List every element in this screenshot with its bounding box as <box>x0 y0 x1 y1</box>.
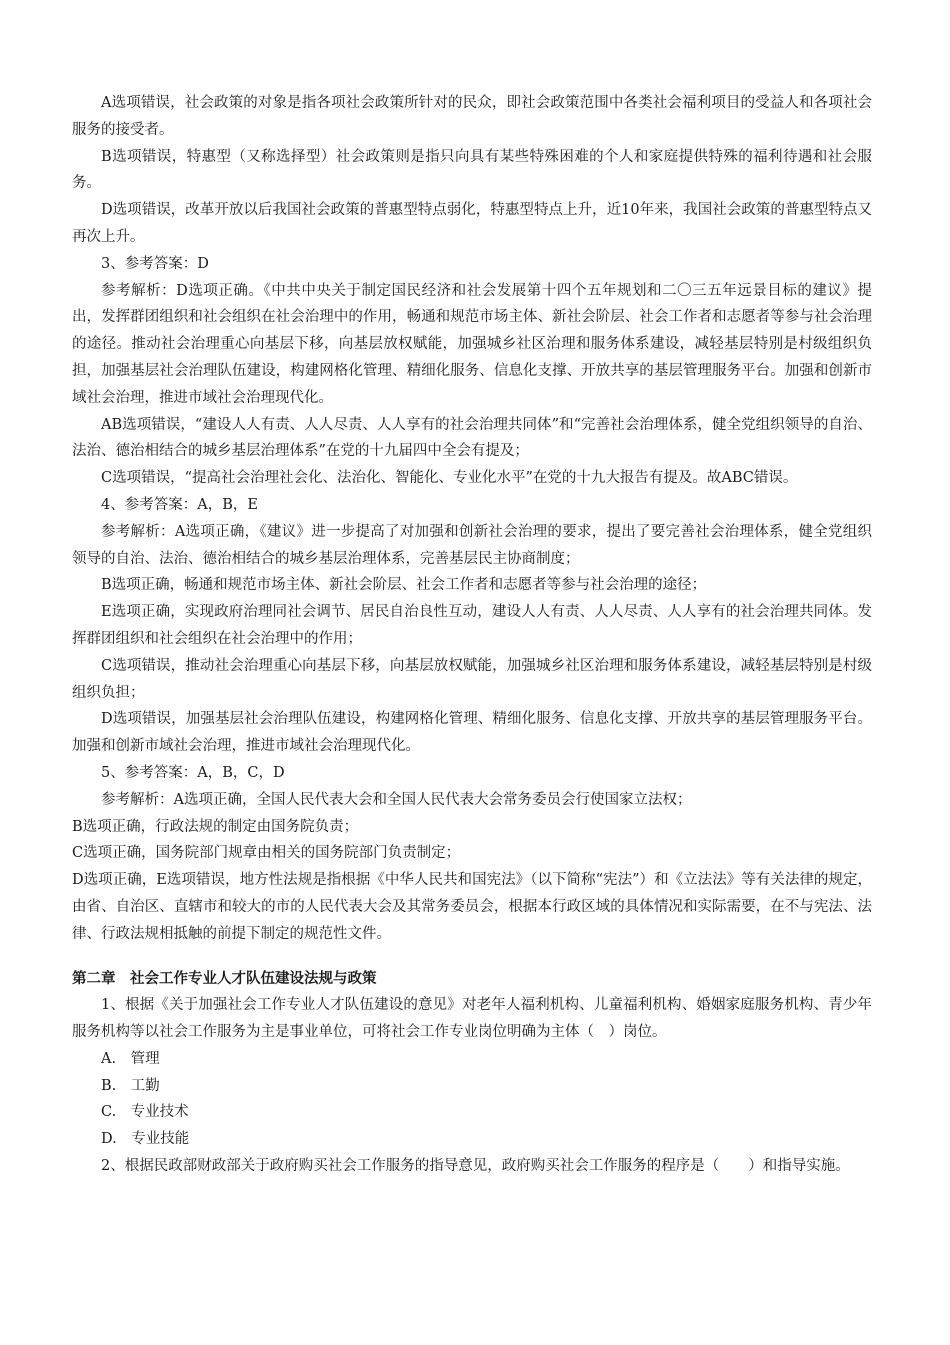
question-1-option-b: B. 工勤 <box>101 1077 160 1094</box>
document-page <box>72 90 872 1180</box>
question-2-stem: 2、根据民政部财政部关于政府购买社会工作服务的指导意见，政府购买社会工作服务的程序是（ ）和指导实施。 <box>101 1158 850 1175</box>
question-1-stem: 1、根据《关于加强社会工作专业人才队伍建设的意见》对老年人福利机构、儿童福利机构、婚姻家庭服务机构、青少年服务机构等以社会工作服务为主是事业单位，可将社会工作专业岗位明确为主体（ ）岗位。 <box>72 997 872 1041</box>
answer-3-ab-error: AB选项错误，“建设人人有责、人人尽责、人人享有的社会治理共同体”和“完善社会治理体系，健全党组织领导的自治、法治、德治相结合的城乡基层治理体系”在党的十九届四中全会有提及； <box>72 416 872 460</box>
answer-5-c-correct: C选项正确，国务院部门规章由相关的国务院部门负责制定； <box>72 845 461 862</box>
answer-4-d-error: D选项错误，加强基层社会治理队伍建设，构建网格化管理、精细化服务、信息化支撑、开放共享的基层管理服务平台。加强和创新市域社会治理，推进市域社会治理现代化。 <box>72 711 872 755</box>
question-1-option-c: C. 专业技术 <box>101 1104 189 1121</box>
answer-5-analysis: 参考解析：A选项正确，全国人民代表大会和全国人民代表大会常务委员会行使国家立法权； <box>101 791 692 808</box>
question-1-option-d: D. 专业技能 <box>101 1131 190 1148</box>
answer-3-analysis: 参考解析：D选项正确。《中共中央关于制定国民经济和社会发展第十四个五年规划和二〇三五年远景目标的建议》提出，发挥群团组织和社会组织在社会治理中的作用，畅通和规范市场主体、新社会阶层、社会工作者和志愿者等参与社会治理的途径。推动社会治理重心向基层下移，向基层放权赋能，加强城乡社区治理和服务体系建设，减轻基层特别是村级组织负担，加强基层社会治理队伍建设，构建网格化管理、精细化服务、信息化支撑、开放共享的基层管理服务平台。加强和创新市域社会治理，推进市域社会治理现代化。 <box>72 282 872 406</box>
chapter-title: 第二章 社会工作专业人才队伍建设法规与政策 <box>72 970 377 987</box>
paragraph-d-option-error: D选项错误，改革开放以后我国社会政策的普惠型特点弱化，特惠型特点上升，近10年来，我国社会政策的普惠型特点又再次上升。 <box>72 202 872 245</box>
paragraph-a-option-error: A选项错误，社会政策的对象是指各项社会政策所针对的民众，即社会政策范围中各类社会福利项目的受益人和各项社会服务的接受者。 <box>72 95 872 138</box>
answer-4-heading: 4、参考答案：A，B，E <box>101 496 258 513</box>
answer-3-heading: 3、参考答案：D <box>101 255 209 272</box>
answer-4-e-correct: E选项正确，实现政府治理同社会调节、居民自治良性互动，建设人人有责、人人尽责、人人享有的社会治理共同体。发挥群团组织和社会组织在社会治理中的作用； <box>72 604 872 647</box>
question-1-option-a: A. 管理 <box>101 1050 160 1067</box>
answer-4-b-correct: B选项正确，畅通和规范市场主体、新社会阶层、社会工作者和志愿者等参与社会治理的途径； <box>101 577 707 594</box>
answer-5-heading: 5、参考答案：A，B，C，D <box>101 764 285 781</box>
answer-5-b-correct: B选项正确，行政法规的制定由国务院负责； <box>72 818 359 835</box>
answer-3-c-error: C选项错误，“提高社会治理社会化、法治化、智能化、专业化水平”在党的十九大报告有提及。故ABC错误。 <box>101 470 798 487</box>
answer-4-c-error: C选项错误，推动社会治理重心向基层下移，向基层放权赋能，加强城乡社区治理和服务体系建设，减轻基层特别是村级组织负担； <box>72 657 872 701</box>
answer-4-analysis: 参考解析：A选项正确，《建议》进一步提高了对加强和创新社会治理的要求，提出了要完善社会治理体系，健全党组织领导的自治、法治、德治相结合的城乡基层治理体系，完善基层民主协商制度； <box>72 523 872 567</box>
paragraph-b-option-error: B选项错误，特惠型（又称选择型）社会政策则是指只向具有某些特殊困难的个人和家庭提供特殊的福利待遇和社会服务。 <box>72 148 872 192</box>
answer-5-d-correct: D选项正确，E选项错误，地方性法规是指根据《中华人民共和国宪法》（以下简称“宪法”）和《立法法》等有关法律的规定，由省、自治区、直辖市和较大的市的人民代表大会及其常务委员会，根据本行政区域的具体情况和实际需要，在不与宪法、法律、行政法规相抵触的前提下制定的规范性文件。 <box>72 872 872 942</box>
